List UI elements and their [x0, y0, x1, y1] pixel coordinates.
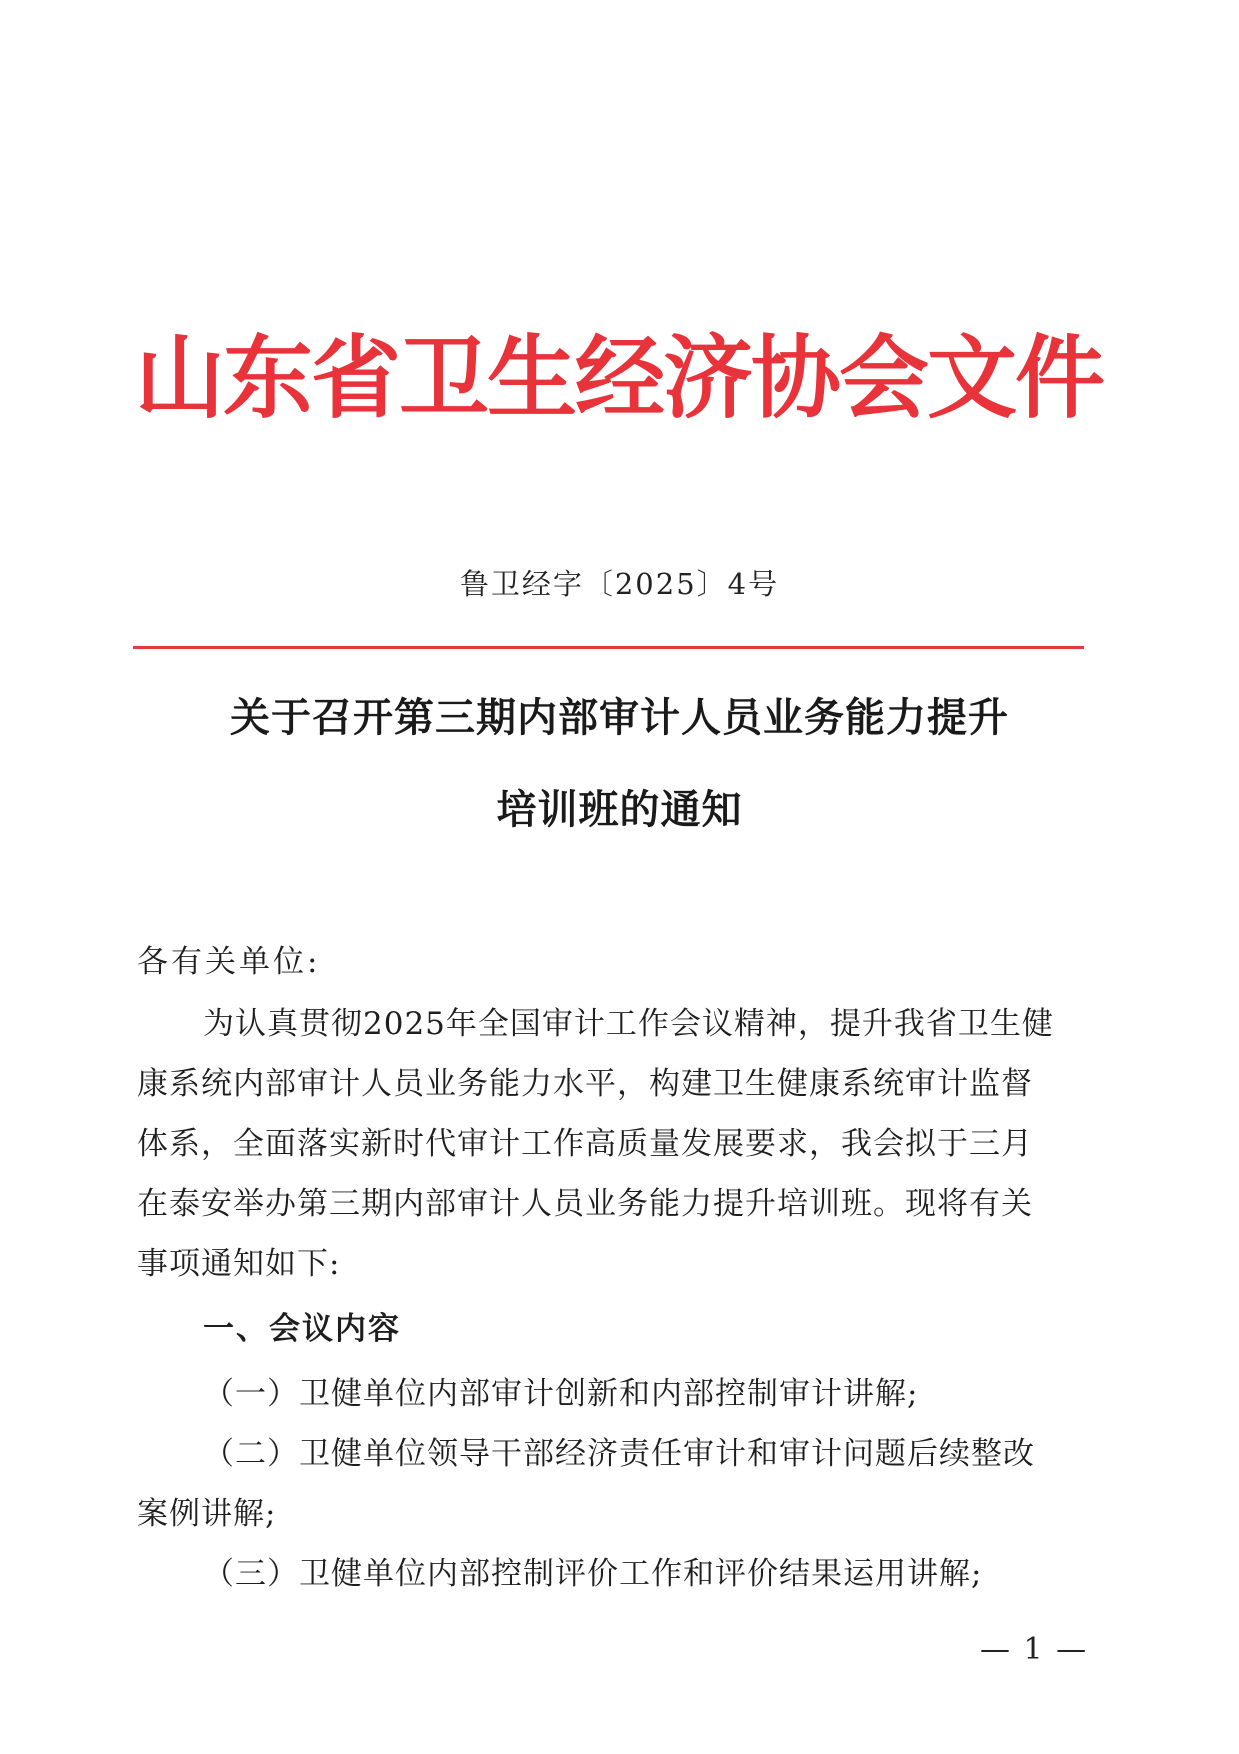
intro-line-1: 为认真贯彻2025年全国审计工作会议精神，提升我省卫生健: [203, 1006, 1054, 1042]
intro-line-4: 在泰安举办第三期内部审计人员业务能力提升培训班。现将有关: [137, 1186, 1033, 1222]
content-items: [137, 1364, 1077, 1604]
notice-title-line-1: 关于召开第三期内部审计人员业务能力提升: [230, 694, 1009, 741]
content-item-2-line-2: 案例讲解;: [137, 1496, 277, 1532]
intro-paragraph: [137, 994, 1077, 1294]
section-heading-1: 一、会议内容: [203, 1311, 401, 1347]
notice-title-line-2: 培训班的通知: [496, 786, 743, 833]
document-number: 鲁卫经字〔2025〕4号: [459, 567, 780, 601]
intro-line-2: 康系统内部审计人员业务能力水平，构建卫生健康系统审计监督: [137, 1066, 1033, 1102]
intro-line-5: 事项通知如下:: [137, 1246, 341, 1282]
salutation: 各有关单位:: [137, 944, 321, 980]
page-number: — 1 —: [980, 1632, 1089, 1667]
intro-line-3: 体系，全面落实新时代审计工作高质量发展要求，我会拟于三月: [137, 1126, 1033, 1162]
content-item-1: （一）卫健单位内部审计创新和内部控制审计讲解;: [203, 1376, 919, 1412]
content-item-2-line-1: （二）卫健单位领导干部经济责任审计和审计问题后续整改: [203, 1436, 1035, 1472]
content-item-3: （三）卫健单位内部控制评价工作和评价结果运用讲解;: [203, 1556, 983, 1592]
red-divider-line: [133, 646, 1084, 649]
org-header-title: 山东省卫生经济协会文件: [135, 325, 1103, 431]
